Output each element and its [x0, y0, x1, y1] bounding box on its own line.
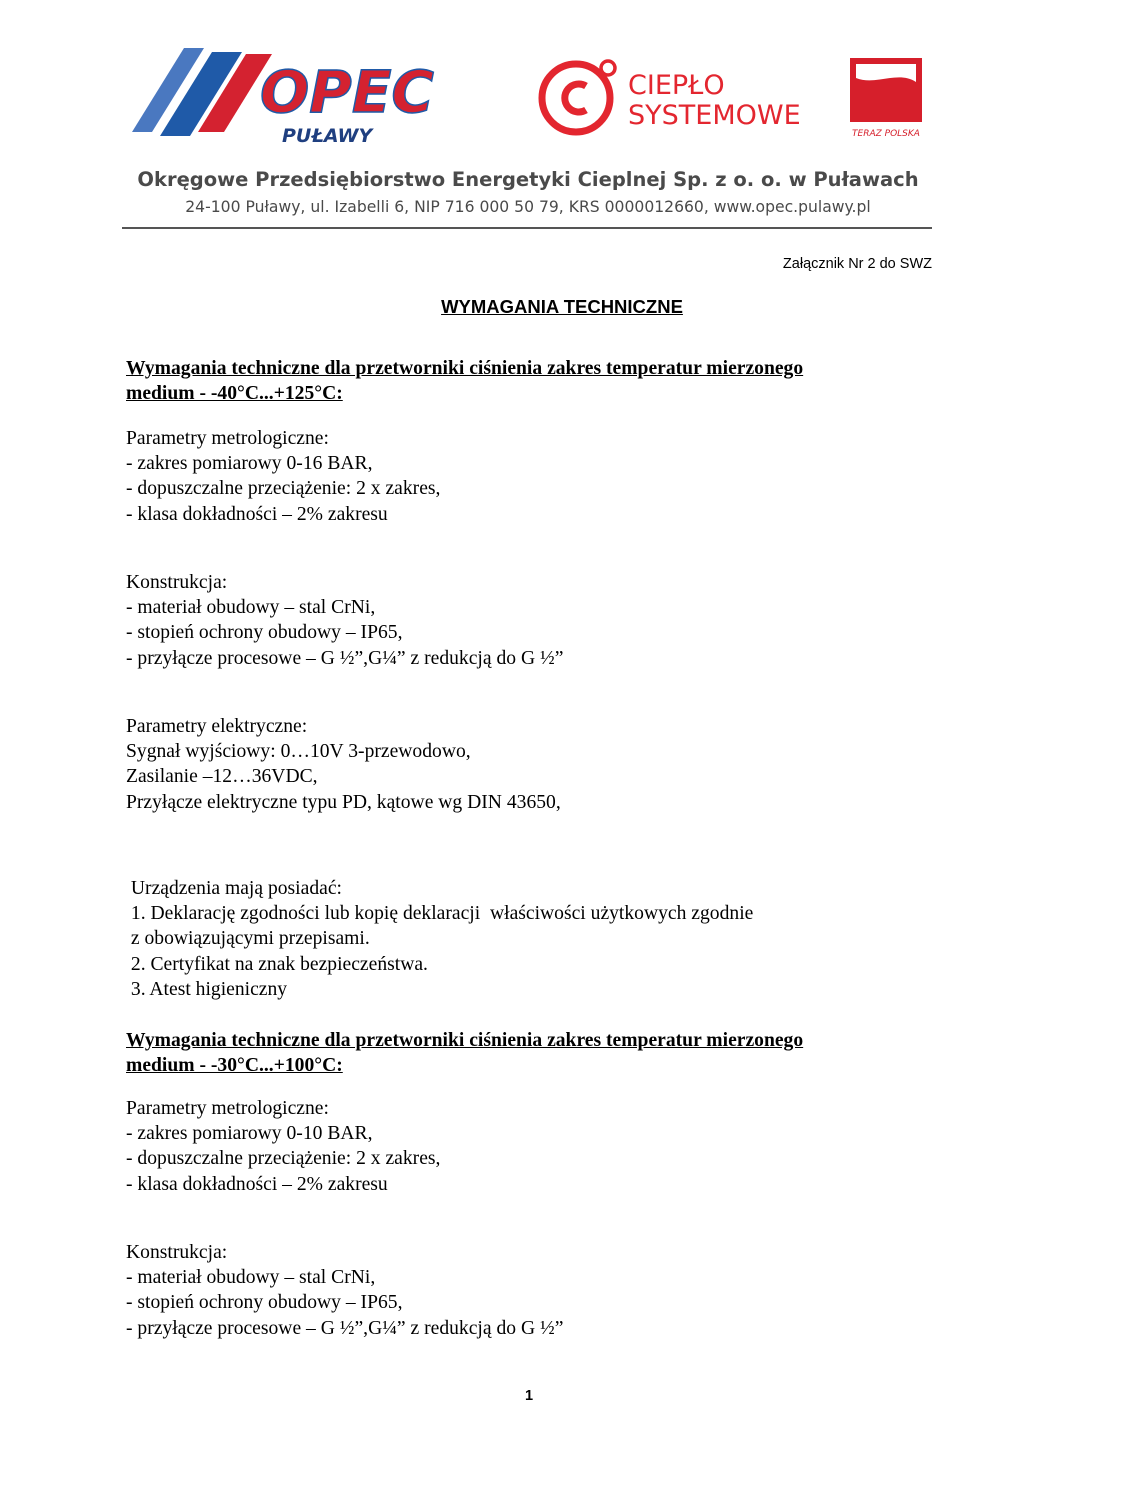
section1-heading-line1: Wymagania techniczne dla przetworniki ciśnienia zakres temperatur mierzonego	[126, 358, 804, 379]
section2-construction	[126, 1240, 563, 1341]
devices-item: 1. Deklarację zgodności lub kopię deklaracji właściwości użytkowych zgodnie	[126, 903, 754, 925]
devices-item: 2. Certyfikat na znak bezpieczeństwa.	[126, 953, 428, 975]
section1-heading-line2: medium - -40°C...+125°C:	[126, 383, 343, 405]
electrical-item: Sygnał wyjściowy: 0…10V 3-przewodowo,	[126, 741, 471, 763]
construction-item: - stopień ochrony obudowy – IP65,	[126, 622, 403, 644]
svg-text:TERAZ POLSKA: TERAZ POLSKA	[852, 129, 920, 139]
svg-text:SYSTEMOWE: SYSTEMOWE	[628, 100, 801, 131]
annex-label: Załącznik Nr 2 do SWZ	[782, 256, 932, 272]
section1-metrology	[126, 426, 440, 527]
section1-construction	[126, 570, 563, 671]
metrology-item: - klasa dokładności – 2% zakresu	[126, 1173, 388, 1195]
metrology-item: - zakres pomiarowy 0-10 BAR,	[126, 1123, 373, 1145]
svg-text:CIEPŁO: CIEPŁO	[628, 70, 725, 101]
header-divider	[122, 227, 932, 229]
svg-text:OPEC: OPEC	[260, 58, 434, 126]
metrology-item: - dopuszczalne przeciążenie: 2 x zakres,	[126, 478, 441, 500]
construction-title: Konstrukcja:	[126, 1242, 228, 1263]
metrology-item: - klasa dokładności – 2% zakresu	[126, 503, 388, 525]
devices-item: 3. Atest higieniczny	[126, 978, 288, 1000]
devices-title: Urządzenia mają posiadać:	[126, 878, 342, 899]
section1-heading	[126, 356, 803, 406]
section2-metrology	[126, 1096, 440, 1197]
section2-heading-line2: medium - -30°C...+100°C:	[126, 1055, 343, 1077]
metrology-item: - zakres pomiarowy 0-16 BAR,	[126, 453, 373, 475]
construction-item: - przyłącze procesowe – G ½”,G¼” z redukcją do G ½”	[126, 647, 564, 669]
opec-pulawy-logo	[132, 44, 434, 154]
electrical-item: Zasilanie –12…36VDC,	[126, 766, 318, 788]
section2-heading	[126, 1028, 803, 1078]
document-title: WYMAGANIA TECHNICZNE	[441, 296, 683, 317]
devices-item: z obowiązującymi przepisami.	[126, 928, 370, 950]
electrical-title: Parametry elektryczne:	[126, 716, 308, 737]
construction-item: - materiał obudowy – stal CrNi,	[126, 1267, 376, 1289]
construction-item: - przyłącze procesowe – G ½”,G¼” z redukcją do G ½”	[126, 1317, 564, 1339]
section1-electrical	[126, 714, 561, 815]
svg-text:PUŁAWY: PUŁAWY	[282, 125, 373, 147]
section2-heading-line1: Wymagania techniczne dla przetworniki ciśnienia zakres temperatur mierzonego	[126, 1030, 804, 1051]
metrology-title: Parametry metrologiczne:	[126, 428, 329, 449]
construction-title: Konstrukcja:	[126, 572, 228, 593]
construction-item: - materiał obudowy – stal CrNi,	[126, 597, 376, 619]
metrology-item: - dopuszczalne przeciążenie: 2 x zakres,	[126, 1148, 441, 1170]
teraz-polska-logo	[848, 56, 924, 142]
electrical-item: Przyłącze elektryczne typu PD, kątowe wg DIN 43650,	[126, 791, 561, 813]
construction-item: - stopień ochrony obudowy – IP65,	[126, 1292, 403, 1314]
section1-devices	[126, 876, 753, 1002]
company-address: 24-100 Puławy, ul. Izabelli 6, NIP 716 000 50 79, KRS 0000012660, www.opec.pulawy.pl	[185, 198, 871, 216]
page-number: 1	[524, 1388, 534, 1404]
metrology-title: Parametry metrologiczne:	[126, 1098, 329, 1119]
cieplo-systemowe-logo	[538, 56, 810, 140]
company-name: Okręgowe Przedsiębiorstwo Energetyki Cieplnej Sp. z o. o. w Puławach	[137, 168, 919, 191]
